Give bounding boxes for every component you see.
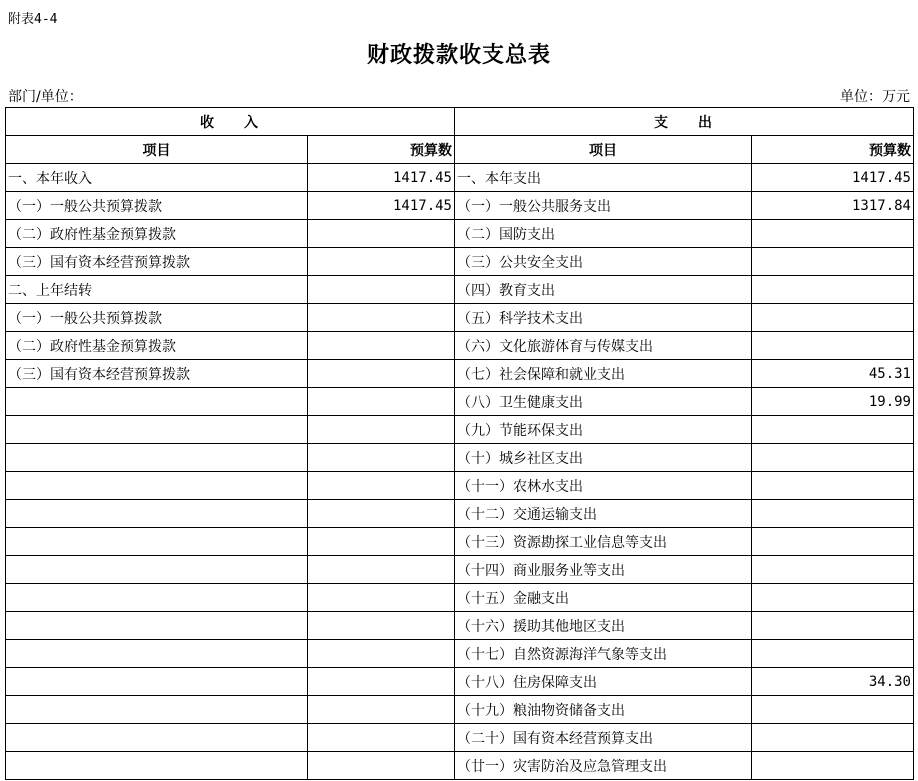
income-budget-cell[interactable] [308,360,455,388]
table-row [6,528,914,556]
income-budget-cell[interactable] [308,640,455,668]
expense-budget-cell[interactable] [752,472,914,500]
expense-budget-cell[interactable] [752,416,914,444]
expense-item-cell[interactable]: （廿一）灾害防治及应急管理支出 [455,752,752,780]
expense-budget-cell[interactable] [752,752,914,780]
expense-budget-cell[interactable]: 1317.84 [752,192,914,220]
table-row [6,388,914,416]
expense-budget-cell[interactable]: 1417.45 [752,164,914,192]
income-item-cell[interactable] [6,612,308,640]
table-row [6,500,914,528]
expense-item-header: 项目 [455,136,752,164]
table-row [6,248,914,276]
income-budget-cell[interactable] [308,332,455,360]
table-row [6,304,914,332]
income-item-cell[interactable]: 一、本年收入 [6,164,308,192]
expense-item-cell[interactable]: （十二）交通运输支出 [455,500,752,528]
expense-budget-cell[interactable] [752,444,914,472]
income-item-cell[interactable] [6,444,308,472]
income-item-header: 项目 [6,136,308,164]
expense-budget-cell[interactable] [752,528,914,556]
income-budget-cell[interactable] [308,416,455,444]
expense-budget-cell[interactable] [752,220,914,248]
expense-item-cell[interactable]: （六）文化旅游体育与传媒支出 [455,332,752,360]
income-item-cell[interactable] [6,668,308,696]
expense-item-cell[interactable]: （二十）国有资本经营预算支出 [455,724,752,752]
expense-item-cell[interactable]: （九）节能环保支出 [455,416,752,444]
expense-item-cell[interactable]: （十一）农林水支出 [455,472,752,500]
income-budget-header: 预算数 [308,136,455,164]
column-header-row [6,136,914,164]
income-budget-cell[interactable] [308,472,455,500]
income-item-cell[interactable]: （二）政府性基金预算拨款 [6,220,308,248]
income-item-cell[interactable] [6,500,308,528]
income-budget-cell[interactable] [308,388,455,416]
table-row [6,752,914,780]
expense-budget-cell[interactable] [752,304,914,332]
table-row [6,164,914,192]
income-item-cell[interactable]: （三）国有资本经营预算拨款 [6,360,308,388]
table-row [6,640,914,668]
income-item-cell[interactable]: （二）政府性基金预算拨款 [6,332,308,360]
expense-budget-cell[interactable] [752,332,914,360]
income-budget-cell[interactable] [308,668,455,696]
income-item-cell[interactable] [6,724,308,752]
expense-item-cell[interactable]: （十九）粮油物资储备支出 [455,696,752,724]
income-budget-cell[interactable]: 1417.45 [308,164,455,192]
table-row [6,696,914,724]
expense-item-cell[interactable]: （十四）商业服务业等支出 [455,556,752,584]
income-budget-cell[interactable] [308,528,455,556]
expense-budget-header: 预算数 [752,136,914,164]
expense-budget-cell[interactable] [752,276,914,304]
expense-item-cell[interactable]: （八）卫生健康支出 [455,388,752,416]
income-item-cell[interactable]: （三）国有资本经营预算拨款 [6,248,308,276]
finance-summary-table [5,107,914,780]
expense-budget-cell[interactable]: 34.30 [752,668,914,696]
table-row [6,472,914,500]
income-budget-cell[interactable] [308,276,455,304]
expense-item-cell[interactable]: （二）国防支出 [455,220,752,248]
table-tag: 附表4-4 [8,12,58,27]
table-row [6,724,914,752]
expense-budget-cell[interactable] [752,696,914,724]
income-item-cell[interactable]: （一）一般公共预算拨款 [6,192,308,220]
expense-budget-cell[interactable] [752,248,914,276]
income-budget-cell[interactable] [308,584,455,612]
expense-budget-cell[interactable] [752,612,914,640]
income-header: 收入 [6,108,455,136]
income-item-cell[interactable]: （一）一般公共预算拨款 [6,304,308,332]
income-item-cell[interactable]: 二、上年结转 [6,276,308,304]
income-budget-cell[interactable] [308,444,455,472]
income-budget-cell[interactable]: 1417.45 [308,192,455,220]
expense-item-cell[interactable]: （十三）资源勘探工业信息等支出 [455,528,752,556]
income-item-cell[interactable] [6,640,308,668]
expense-budget-cell[interactable]: 45.31 [752,360,914,388]
unit-label: 单位：万元 [840,89,910,105]
income-budget-cell[interactable] [308,220,455,248]
expense-budget-cell[interactable] [752,584,914,612]
table-row [6,612,914,640]
expense-item-cell[interactable]: （一）一般公共服务支出 [455,192,752,220]
expense-item-cell[interactable]: （十五）金融支出 [455,584,752,612]
income-budget-cell[interactable] [308,752,455,780]
income-budget-cell[interactable] [308,500,455,528]
table-row [6,332,914,360]
expense-item-cell[interactable]: （十八）住房保障支出 [455,668,752,696]
table-row [6,192,914,220]
expense-item-cell[interactable]: （七）社会保障和就业支出 [455,360,752,388]
expense-item-cell[interactable]: （四）教育支出 [455,276,752,304]
expense-budget-cell[interactable] [752,500,914,528]
income-budget-cell[interactable] [308,724,455,752]
table-row [6,556,914,584]
income-budget-cell[interactable] [308,696,455,724]
income-item-cell[interactable] [6,472,308,500]
expense-budget-cell[interactable] [752,556,914,584]
income-item-cell[interactable] [6,696,308,724]
expense-item-cell[interactable]: 一、本年支出 [455,164,752,192]
expense-item-cell[interactable]: （十七）自然资源海洋气象等支出 [455,640,752,668]
table-row [6,668,914,696]
expense-budget-cell[interactable] [752,724,914,752]
table-row [6,220,914,248]
expense-item-cell[interactable]: （十六）援助其他地区支出 [455,612,752,640]
expense-item-cell[interactable]: （三）公共安全支出 [455,248,752,276]
income-budget-cell[interactable] [308,304,455,332]
expense-item-cell[interactable]: （五）科学技术支出 [455,304,752,332]
income-item-cell[interactable] [6,416,308,444]
income-budget-cell[interactable] [308,612,455,640]
table-row [6,276,914,304]
income-item-cell[interactable] [6,388,308,416]
expense-budget-cell[interactable]: 19.99 [752,388,914,416]
table-row [6,360,914,388]
income-item-cell[interactable] [6,556,308,584]
table-row [6,416,914,444]
page-title: 财政拨款收支总表 [366,42,551,68]
income-budget-cell[interactable] [308,248,455,276]
table-row [6,444,914,472]
expense-header: 支出 [455,108,914,136]
expense-budget-cell[interactable] [752,640,914,668]
income-item-cell[interactable] [6,752,308,780]
table-row [6,584,914,612]
expense-item-cell[interactable]: （十）城乡社区支出 [455,444,752,472]
department-label: 部门/单位： [8,89,83,105]
income-item-cell[interactable] [6,528,308,556]
income-budget-cell[interactable] [308,556,455,584]
section-header-row [6,108,914,136]
income-item-cell[interactable] [6,584,308,612]
